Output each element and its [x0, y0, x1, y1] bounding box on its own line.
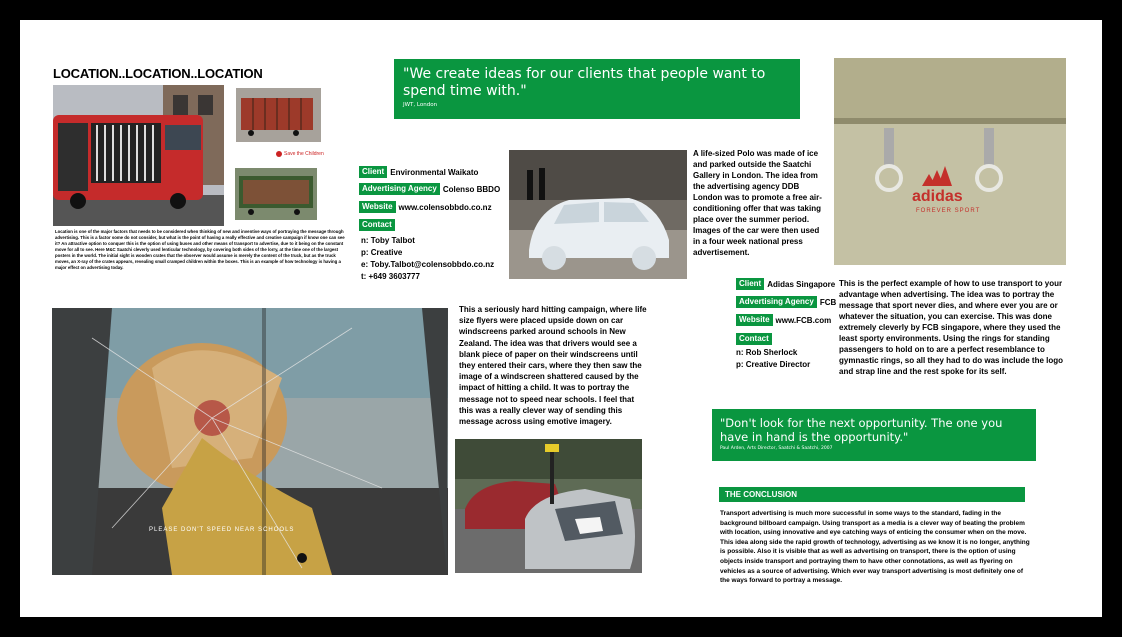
truck-advert-image-bottom: [235, 168, 317, 220]
client-label: Client: [359, 166, 387, 178]
client-value: Adidas Singapore: [767, 279, 836, 289]
magazine-spread: [20, 20, 1102, 617]
website-label: Website: [736, 314, 773, 326]
contact-position: p: Creative: [361, 248, 403, 257]
page-heading: LOCATION..LOCATION..LOCATION: [53, 66, 263, 81]
client-label: Client: [736, 278, 764, 290]
save-the-children-logo: Save the Children: [276, 151, 324, 157]
website-value: www.colensobbdo.co.nz: [398, 202, 492, 212]
agency-label: Advertising Agency: [359, 183, 440, 195]
location-paragraph: Location is one of the major factors that needs to be considered when thinking of new and inventive ways of portraying the message through advertising. This is a factor some do not consider, but what is the point of having a really effective and creative campaign if know one can see it? An attractive option to conquer this is the option of using buses and other means of transport to advertise, due to it being on the constant move for all to see. Here M&C Saatchi cleverly used lenticular technology, by covering both sides of the lorry, at the time one of the largest posters in the world. The initial sight is wooden crates that the observer would assume is merely the content of the truck, but as the truck moves, an X-ray of the crates appears, revealing small cramped children within the boxes. This is an example of how technology is having a major effect on advertising today.: [55, 229, 345, 270]
client2-agency-row: [736, 296, 836, 308]
paul-arden-quote-box: [712, 409, 1036, 461]
agency-value: Colenso BBDO: [442, 184, 501, 194]
adidas-paragraph: This is the perfect example of how to use transport to your advantage when advertising. The idea was to portray the message that sport never dies, and where ever you are or whatever the situation, you can exercise. This was done extremely cleverly by FCB singapore, where they used the least sporty environments. Using the rings for standing passengers to hold on to are a perfect resemblance to gymnastic rings, so all they had to do was include the logo and strap line and the rest spoke for its self.: [839, 279, 1064, 376]
adidas-rings-image: [834, 58, 1066, 265]
agency-label: Advertising Agency: [736, 296, 817, 308]
client1-contact-row: [359, 219, 395, 231]
adidas-logo-text: adidas: [912, 188, 963, 205]
jwt-quote-box: [394, 59, 800, 119]
polo-paragraph: A life-sized Polo was made of ice and parked outside the Saatchi Gallery in London. The idea from the advertising agency DDB London was to promote a free air-conditioning offer that was taking place over the summer period. Images of the car were then used in a four week national press advertisement.: [693, 149, 822, 257]
parked-cars-image: [455, 439, 642, 573]
ice-polo-image: [509, 150, 687, 279]
client1-client-row: [359, 166, 478, 178]
contact-name: n: Rob Sherlock: [736, 348, 798, 357]
conclusion-paragraph: Transport advertising is much more successful in some ways to the standard, fading in the background billboard campaign. Using transport as a media is a clever way of beating the problem with location, using innovative and eye catching ways of enticing the consumer when on the move. This idea along side the rapid growth of technology, advertising as we know it is no longer, anything is possible. Also it is visible that as well as advertising on transport, there is the option of using objects inside transport and portraying them to have other connotations, as well as flyering on vehicles as a source of advertising. Which ever way transport advertising is most definitely one of the ways forward to portray a message.: [720, 510, 1030, 585]
contact-label: Contact: [736, 333, 772, 345]
contact-position: p: Creative Director: [736, 360, 811, 369]
charity-icon: [276, 151, 282, 157]
agency-value: FCB: [819, 297, 837, 307]
paul-arden-quote-source: Paul Arden, Arts Director, Saatchi & Saatchi, 2007: [720, 446, 833, 452]
website-value: www.FCB.com: [775, 315, 832, 325]
child-windscreen-image: [52, 308, 448, 575]
client1-website-row: [359, 201, 492, 213]
truck-advert-image-top: [236, 88, 321, 142]
client2-contact-row: [736, 333, 772, 345]
client-value: Environmental Waikato: [390, 167, 479, 177]
adidas-slogan-text: FOREVER SPORT: [916, 208, 981, 214]
contact-email: e: Toby.Talbot@colensobbdo.co.nz: [361, 260, 495, 269]
speed-caption: PLEASE DON'T SPEED NEAR SCHOOLS: [149, 527, 295, 533]
jwt-quote-source: JWT, London: [403, 102, 438, 109]
website-label: Website: [359, 201, 396, 213]
client2-website-row: [736, 314, 831, 326]
bus-advert-image: [53, 85, 224, 226]
jwt-quote-text: "We create ideas for our clients that people want to spend time with.": [403, 66, 766, 100]
contact-name: n: Toby Talbot: [361, 236, 415, 245]
windscreen-paragraph: This a seriously hard hitting campaign, where life size flyers were placed upside down on car windscreens parked around schools in New Zealand. The idea was that drivers would see a blank piece of paper on their windscreens until they entered their cars, where they then saw the image of a windscreen shattered caused by the impact of hitting a child. It was to portray the message not to speed near schools. I feel that this was a really clever way of sending this message across using emotive imagery.: [459, 305, 647, 427]
conclusion-heading: THE CONCLUSION: [719, 487, 1025, 502]
paul-arden-quote-text: "Don't look for the next opportunity. The one you have in hand is the opportunity.": [720, 416, 1003, 445]
contact-phone: t: +649 3603777: [361, 272, 420, 281]
client1-agency-row: [359, 183, 500, 195]
contact-label: Contact: [359, 219, 395, 231]
client2-client-row: [736, 278, 835, 290]
